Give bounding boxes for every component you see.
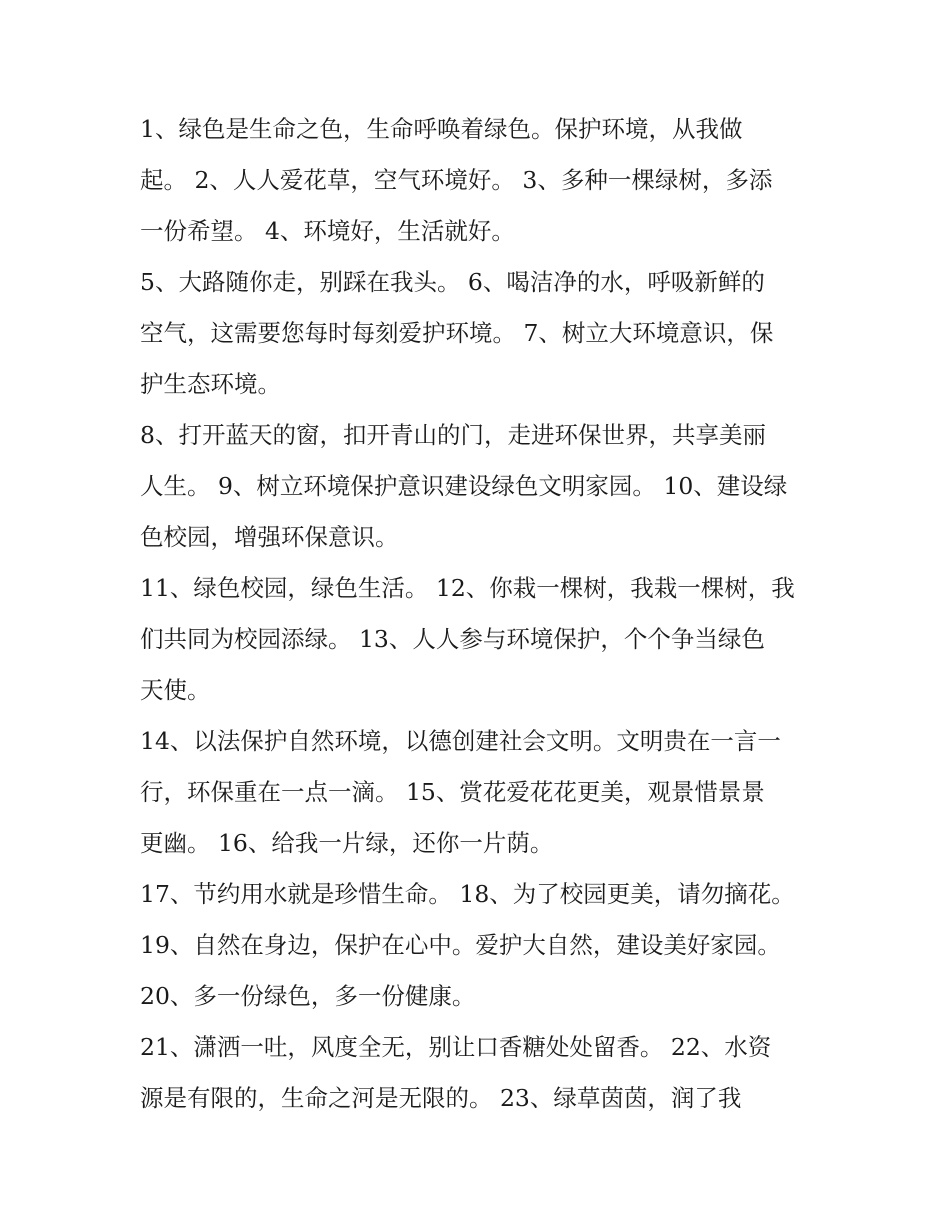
text-line: 14、以法保护自然环境，以德创建社会文明。文明贵在一言一: [140, 727, 781, 755]
text-line: 们共同为校园添绿。 13、人人参与环境保护，个个争当绿色: [140, 625, 765, 653]
text-line: 行，环保重在一点一滴。 15、赏花爱花花更美，观景惜景景: [140, 778, 765, 806]
text-line: 1、绿色是生命之色，生命呼唤着绿色。保护环境，从我做: [140, 115, 743, 143]
text-line: 一份希望。 4、环境好，生活就好。: [140, 217, 515, 245]
text-line: 人生。 9、树立环境保护意识建设绿色文明家园。 10、建设绿: [140, 472, 788, 500]
text-line: 19、自然在身边，保护在心中。爱护大自然，建设美好家园。: [140, 931, 781, 959]
text-line: 8、打开蓝天的窗，扣开青山的门，走进环保世界，共享美丽: [140, 421, 766, 449]
text-line: 17、节约用水就是珍惜生命。 18、为了校园更美，请勿摘花。: [140, 880, 795, 908]
text-line: 5、大路随你走，别踩在我头。 6、喝洁净的水，呼吸新鲜的: [140, 268, 765, 296]
text-line: 天使。: [140, 676, 211, 704]
text-line: 空气，这需要您每时每刻爱护环境。 7、树立大环境意识，保: [140, 319, 774, 347]
text-line: 护生态环境。: [140, 370, 281, 398]
document-body: [140, 104, 820, 1124]
text-line: 11、绿色校园，绿色生活。 12、你栽一棵树，我栽一棵树，我: [140, 574, 795, 602]
text-line: 更幽。 16、给我一片绿，还你一片荫。: [140, 829, 554, 857]
text-line: 色校园，增强环保意识。: [140, 523, 399, 551]
text-line: 21、潇洒一吐，风度全无，别让口香糖处处留香。 22、水资: [140, 1033, 772, 1061]
text-line: 20、多一份绿色，多一份健康。: [140, 982, 476, 1010]
text-line: 起。 2、人人爱花草，空气环境好。 3、多种一棵绿树，多添: [140, 166, 773, 194]
text-line: 源是有限的，生命之河是无限的。 23、绿草茵茵，润了我: [140, 1084, 742, 1112]
